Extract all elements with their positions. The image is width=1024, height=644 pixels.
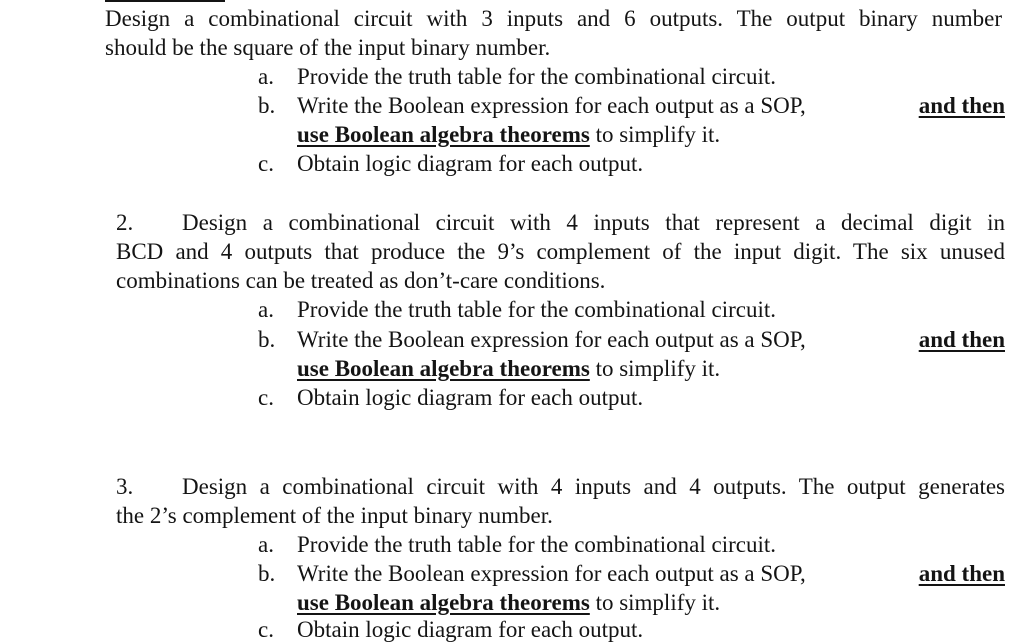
question-2-item-b-text: Write the Boolean expression for each output as a SOP,: [297, 327, 806, 352]
question-3-line-1-text: Design a combinational circuit with 4 inputs and 4 outputs. The output generates: [182, 474, 1005, 499]
question-3-item-b-text: Write the Boolean expression for each output as a SOP,: [297, 561, 806, 586]
question-3-item-b-line-2: [297, 588, 720, 617]
question-2-line-1: [116, 208, 1005, 237]
question-1-item-a-letter: a.: [258, 64, 274, 89]
question-1-item-b-emphasis-2: use Boolean algebra theorems: [297, 122, 590, 147]
question-2-item-b-line-2: [297, 354, 720, 383]
top-underline-fragment: [105, 0, 225, 2]
question-1-item-c-letter: c.: [258, 151, 274, 176]
question-1-item-b-emphasis-1: and then: [918, 93, 1005, 118]
question-2-item-b-letter: b.: [258, 327, 276, 352]
question-1-line-2: should be the square of the input binary number.: [105, 35, 551, 60]
question-2-item-b-line-1: [297, 325, 1005, 354]
question-3-item-b-emphasis-1: and then: [918, 561, 1005, 586]
question-3-line-1: [116, 472, 1005, 501]
question-3-item-a-text: Provide the truth table for the combinational circuit.: [297, 532, 777, 557]
question-3-item-a-letter: a.: [258, 532, 274, 557]
question-2-line-3: combinations can be treated as don’t-care conditions.: [116, 268, 606, 293]
question-2-number: 2.: [116, 210, 134, 235]
question-2-item-a-text: Provide the truth table for the combinational circuit.: [297, 297, 777, 322]
question-2-item-c-letter: c.: [258, 385, 274, 410]
question-3-item-b-letter: b.: [258, 561, 276, 586]
question-3-item-c-text: Obtain logic diagram for each output.: [297, 617, 644, 642]
question-1-item-c-text: Obtain logic diagram for each output.: [297, 151, 644, 176]
question-3-item-b-emphasis-2: use Boolean algebra theorems: [297, 590, 590, 615]
question-3-item-b-line-1: [297, 559, 1005, 588]
question-1-line-1: Design a combinational circuit with 3 inputs and 6 outputs. The output binary number: [105, 6, 1002, 31]
question-3-number: 3.: [116, 474, 134, 499]
question-3-line-2: the 2’s complement of the input binary number.: [116, 503, 553, 528]
question-2-line-2: BCD and 4 outputs that produce the 9’s complement of the input digit. The six unused: [116, 239, 1005, 264]
question-1-item-b-line-1: [297, 91, 1005, 120]
question-3-item-c-letter: c.: [258, 617, 274, 642]
question-1-item-b-text: Write the Boolean expression for each output as a SOP,: [297, 93, 806, 118]
question-1-item-b-line-2: [297, 120, 720, 149]
question-2-item-b-emphasis-1: and then: [918, 327, 1005, 352]
question-3-item-b-tail: to simplify it.: [595, 590, 721, 615]
question-1-item-b-letter: b.: [258, 93, 276, 118]
question-1-item-b-tail: to simplify it.: [595, 122, 721, 147]
question-2-line-1-text: Design a combinational circuit with 4 inputs that represent a decimal digit in: [182, 210, 1005, 235]
question-2-item-b-tail: to simplify it.: [595, 356, 721, 381]
question-2-item-b-emphasis-2: use Boolean algebra theorems: [297, 356, 590, 381]
question-2-item-a-letter: a.: [258, 297, 274, 322]
question-2-item-c-text: Obtain logic diagram for each output.: [297, 385, 644, 410]
question-1-item-a-text: Provide the truth table for the combinational circuit.: [297, 64, 777, 89]
